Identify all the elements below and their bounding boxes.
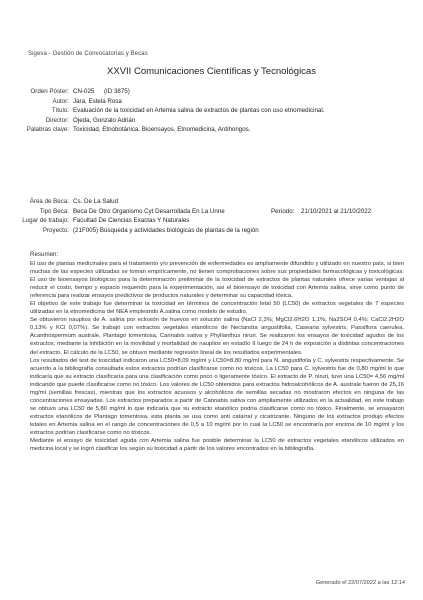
resumen-paragraph: Los resultados del test de toxicidad indicaron una LC50=8,09 mg/ml y LC50=8,80 mg/ml para N. angustifolia y C. sylvestris respectivamente. Se acuerdo a la bibliografía consultada estos extractos podrían clasificarse como no tóxicos. La LC50 para C. sylvestris fue de 0,80 mg/ml lo que indicaría que su extracto clasificaría para una clasificación como poco o ligeramente tóxico. El extracto de P. niruri, tuvo una LC50= 4,56 mg/ml indicando que puede clasificarse como no tóxico. Los valores de LC50 obtenidos para extractos hidroalcohólicos de A. australe fueron de 25,16 mg/ml (semillas frescas), mientras que los extractos acuosos y alcohólicos de semillas secadas no mostraron efectos en ninguna de las concentraciones ensayadas. Los extractos preparados a partir de Cannabis sativa con ampliamente utilizados en la actualidad, en este trabajo se obtuvo una LC50 de 5,80 mg/ml lo que indicaría que su extracto etanólico podría clasificarse como no tóxico. Finalmente, se ensayaron extractos etanólicos de Plantago tomentosa, esta planta se usa como anti catarral y cicatrizante. Ninguno de los extractos produjo efectos letales en Artemia salina en el rango de concentraciones de 0,5 a 10 mg/ml por lo cual la LC50 se encontraría por encima de 10 mg/ml y los extractos podrían clasificarse como no tóxicos. bbox=[30, 357, 404, 436]
orden-code: (ID 3875) bbox=[104, 88, 130, 95]
row-director bbox=[0, 116, 423, 126]
autor-label: Autor: bbox=[52, 97, 69, 105]
periodo-value: 21/10/2021 al 21/10/2022 bbox=[301, 207, 372, 215]
system-header: Sigeva - Gestión de Convocatorias y Becas bbox=[28, 51, 148, 57]
generated-footer: Generado el 22/07/2022 a las 12:14 bbox=[315, 580, 405, 586]
titulo-value: Evaluación de la toxicidad en Artemia salina de extractos de plantas con uso etnomedicinal. bbox=[73, 107, 325, 115]
resumen-paragraph: Mediante el ensayo de toxicidad aguda con Artemia salina fue posible determinar la LC50 de extractos vegetales etanólicos utilizados en medicina local y se logró clasificar los según su toxicidad a partir de los valores encontrados en la bibliografía. bbox=[30, 438, 404, 453]
resumen-paragraph: Se obtuvieron nauplios de A. salina por eclosión de huevos en solución salina (NaCl 2,3%; MgCl2.6H2O 1,1%; Na2SO4 0,4%; CaCl2.2H2O 0,13% y KCl 0,07%). Se trabajó con extractos vegetales etanólicos de Nectandra angustifolia, Casearia sylvestris, Passiflora caerulea, Acanthospermum australe, Plantago tomentosa, Cannabis sativa y Phyllanthus niruri. Se realizaron los ensayos de toxicidad agudos de los extractos, mediante la inhibición en la movilidad y mortalidad de nauplios en estadío II luego de 24 h de exposición a distintas concentraciones del extracto. El cálculo de la LC50, se obtuvo mediante regresión lineal de los resultados experimentales. bbox=[30, 317, 404, 356]
row-tipo bbox=[0, 207, 423, 217]
beca-details bbox=[0, 197, 423, 235]
lugar-label: Lugar de trabajo: bbox=[22, 217, 69, 225]
row-titulo bbox=[0, 106, 423, 116]
orden-value: CN-025 bbox=[73, 88, 95, 95]
area-value: Cs. De La Salud bbox=[73, 198, 119, 205]
row-area bbox=[0, 197, 423, 207]
director-label: Director: bbox=[45, 116, 69, 124]
area-label: Área de Beca: bbox=[29, 198, 69, 205]
resumen-body bbox=[30, 260, 404, 453]
lugar-value: Facultad De Ciencias Exactas Y Naturales bbox=[73, 217, 190, 225]
row-autor bbox=[0, 97, 423, 107]
tipo-value: Beca De Otro Organismo Cyt Desarrollada En La Unne bbox=[73, 207, 225, 215]
orden-label: Orden Póster: bbox=[30, 88, 69, 95]
row-claves bbox=[0, 125, 423, 135]
periodo-label: Período: bbox=[271, 207, 295, 215]
poster-metadata bbox=[0, 87, 423, 135]
resumen-paragraph: El uso de plantas medicinales para el tratamiento y/o prevención de enfermedades es ampliamente difundido y utilizado en nuestro país, si bien muchas de las especies utilizadas se toman empíricamente, no tienen comprobaciones sobre sus propiedades farmacológicas y toxicológicas. El uso de bioensayos biológicos para la determinación preliminar de la toxicidad de extractos de plantas naturales ofrece varias ventajas al reducir el costo, tiempo y espacio requerido para la experimentación, así el bioensayo de toxicidad con Artemia salina, sirve como punto de referencia para realizar ensayos predictivos de productos naturales y determinar su capacidad tóxica. bbox=[30, 261, 404, 300]
claves-value: Toxicidad, Etnobotánica, Bioensayos, Etnomedicina, Antihongos. bbox=[73, 126, 251, 134]
proyecto-value: (21F005) Búsqueda y actividades biológicas de plantas de la región bbox=[73, 226, 259, 234]
row-proyecto bbox=[0, 226, 423, 236]
conference-title: XXVII Comunicaciones Científicas y Tecnológicas bbox=[107, 66, 316, 77]
titulo-label: Título: bbox=[51, 107, 69, 115]
resumen-label: Resumen: bbox=[30, 251, 59, 258]
resumen-paragraph: El objetivo de este trabajo fue determinar la toxicidad en términos de concentración letal 50 (LC50) de extractos vegetales de 7 especies utilizadas en la etnomedicina del NEA empleando A.salina como modelo de estudio. bbox=[30, 301, 404, 316]
autor-value: Jara, Estela Rosa bbox=[73, 97, 122, 105]
proyecto-label: Proyecto: bbox=[42, 226, 69, 234]
row-orden bbox=[0, 87, 423, 97]
claves-label: Palabras clave: bbox=[26, 126, 69, 134]
director-value: Ojeda, Gonzalo Adrián bbox=[73, 116, 136, 124]
row-lugar bbox=[0, 216, 423, 226]
tipo-label: Tipo Beca: bbox=[39, 207, 69, 215]
